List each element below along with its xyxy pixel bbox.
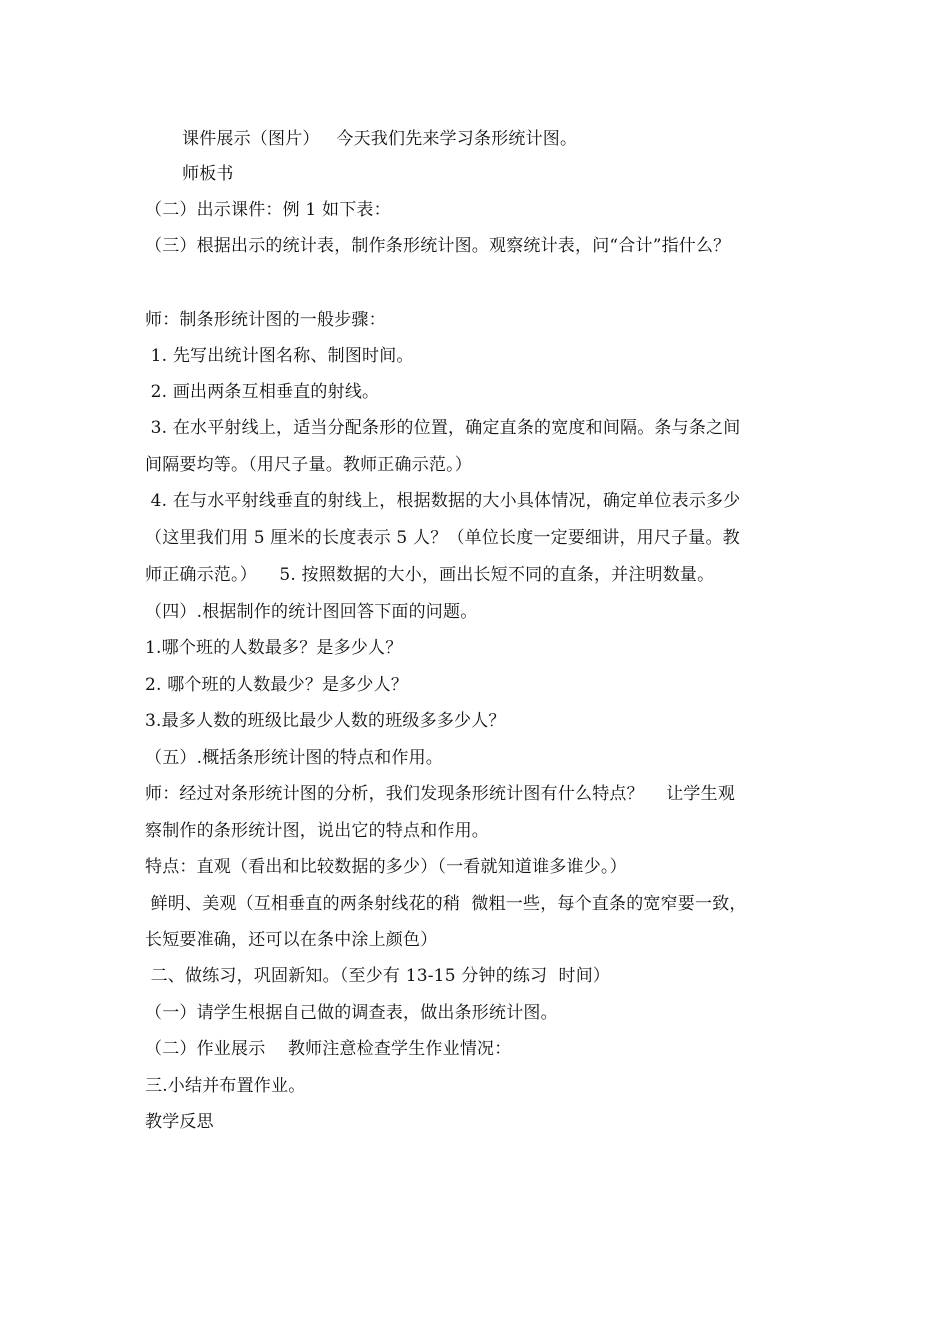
text-line: 间隔要均等。（用尺子量。教师正确示范。） xyxy=(145,455,472,475)
text-line: （二）作业展示 教师注意检查学生作业情况： xyxy=(145,1039,512,1059)
text-line: 2. 画出两条互相垂直的射线。 xyxy=(145,382,380,402)
text-line: （一）请学生根据自己做的调查表，做出条形统计图。 xyxy=(145,1003,558,1023)
text-line: 3.最多人数的班级比最少人数的班级多多少人？ xyxy=(145,711,506,731)
text-line: 1. 先写出统计图名称、制图时间。 xyxy=(145,346,414,366)
text-line: 长短要准确，还可以在条中涂上颜色） xyxy=(145,930,438,950)
text-line: 特点：直观（看出和比较数据的多少）（一看就知道谁多谁少。） xyxy=(145,857,627,877)
text-line: 2. 哪个班的人数最少？是多少人？ xyxy=(145,675,409,695)
text-line: （二）出示课件：例 1 如下表： xyxy=(145,200,391,220)
text-line: （这里我们用 5 厘米的长度表示 5 人？（单位长度一定要细讲，用尺子量。教 xyxy=(145,528,740,548)
text-line: （三）根据出示的统计表，制作条形统计图。观察统计表，问“合计”指什么？ xyxy=(145,236,731,256)
text-line: 4. 在与水平射线垂直的射线上，根据数据的大小具体情况，确定单位表示多少 xyxy=(145,491,741,511)
text-line: 师正确示范。） 5. 按照数据的大小，画出长短不同的直条，并注明数量。 xyxy=(145,565,715,585)
text-line: （五）.概括条形统计图的特点和作用。 xyxy=(145,748,444,768)
text-line: 师：经过对条形统计图的分析，我们发现条形统计图有什么特点？ 让学生观 xyxy=(145,784,736,804)
text-line: 教学反思 xyxy=(145,1112,214,1132)
text-line: 课件展示（图片） 今天我们先来学习条形统计图。 xyxy=(182,129,578,149)
text-line: 1.哪个班的人数最多？是多少人？ xyxy=(145,638,403,658)
text-line: 师板书 xyxy=(182,164,234,184)
text-line: 师：制条形统计图的一般步骤： xyxy=(145,310,386,330)
text-line: 3. 在水平射线上，适当分配条形的位置，确定直条的宽度和间隔。条与条之间 xyxy=(145,418,741,438)
text-line: 鲜明、美观（互相垂直的两条射线花的稍 微粗一些，每个直条的宽窄要一致， xyxy=(145,894,747,914)
text-line: 察制作的条形统计图，说出它的特点和作用。 xyxy=(145,821,489,841)
text-line: 三.小结并布置作业。 xyxy=(145,1076,306,1096)
text-line: （四）.根据制作的统计图回答下面的问题。 xyxy=(145,602,478,622)
text-line: 二、做练习，巩固新知。（至少有 13-15 分钟的练习 时间） xyxy=(145,966,611,986)
